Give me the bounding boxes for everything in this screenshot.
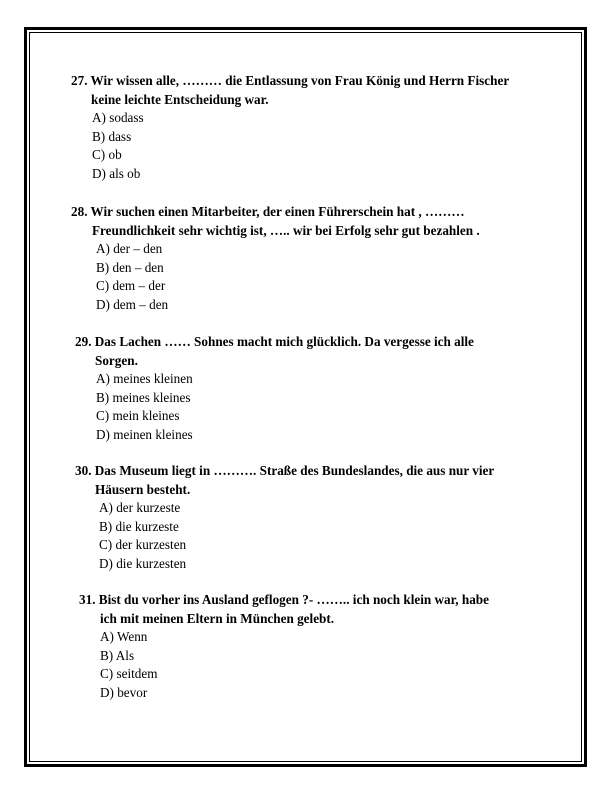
question-31-text	[79, 591, 489, 628]
question-31-options	[79, 628, 489, 703]
option-a: A) sodass	[92, 110, 144, 125]
question-line-2: keine leichte Entscheidung war.	[91, 91, 269, 107]
question-line-1: Bist du vorher ins Ausland geflogen ?- …….. ich noch klein war, habe	[98, 592, 489, 607]
option-c: C) dem – der	[96, 278, 166, 294]
question-number: 27.	[71, 73, 88, 88]
question-line-2: Sorgen.	[95, 352, 138, 368]
option-b: B) die kurzeste	[99, 518, 179, 534]
question-28-text	[71, 203, 480, 240]
question-28	[71, 203, 480, 315]
option-b: B) den – den	[96, 259, 164, 275]
option-b: B) dass	[92, 128, 132, 144]
question-line-1: Wir wissen alle, ……… die Entlassung von Frau König und Herrn Fischer	[90, 73, 510, 88]
option-d: D) bevor	[100, 685, 148, 701]
question-30-text	[75, 462, 494, 499]
question-27	[71, 72, 509, 184]
question-number: 31.	[79, 592, 96, 607]
question-31	[79, 591, 489, 703]
question-number: 30.	[75, 463, 92, 478]
question-line-2: Freundlichkeit sehr wichtig ist, ….. wir bei Erfolg sehr gut bezahlen .	[92, 222, 480, 238]
option-d: D) als ob	[92, 166, 141, 182]
question-30	[75, 462, 494, 574]
option-b: B) meines kleines	[96, 389, 191, 405]
question-line-2: Häusern besteht.	[95, 481, 191, 497]
option-c: C) der kurzesten	[99, 537, 187, 553]
question-27-options	[71, 109, 509, 184]
option-d: D) meinen kleines	[96, 427, 193, 443]
question-line-1: Wir suchen einen Mitarbeiter, der einen Führerschein hat , ………	[90, 204, 465, 219]
option-d: D) die kurzesten	[99, 556, 187, 572]
option-a: A) der – den	[96, 241, 163, 256]
option-a: A) Wenn	[100, 629, 148, 644]
question-number: 28.	[71, 204, 88, 219]
question-line-1: Das Museum liegt in ………. Straße des Bundeslandes, die aus nur vier	[94, 463, 495, 478]
option-c: C) mein kleines	[96, 408, 180, 424]
question-line-2: ich mit meinen Eltern in München gelebt.	[100, 610, 335, 626]
question-29-options	[75, 370, 474, 445]
option-d: D) dem – den	[96, 297, 169, 313]
option-c: C) seitdem	[100, 666, 158, 682]
option-c: C) ob	[92, 147, 122, 163]
question-number: 29.	[75, 334, 92, 349]
question-line-1: Das Lachen …… Sohnes macht mich glücklich. Da vergesse ich alle	[94, 334, 474, 349]
option-a: A) meines kleinen	[96, 371, 193, 386]
question-30-options	[75, 499, 494, 574]
question-28-options	[71, 240, 480, 315]
option-b: B) Als	[100, 647, 135, 663]
question-29	[75, 333, 474, 445]
question-29-text	[75, 333, 474, 370]
question-27-text	[71, 72, 509, 109]
option-a: A) der kurzeste	[99, 500, 181, 515]
